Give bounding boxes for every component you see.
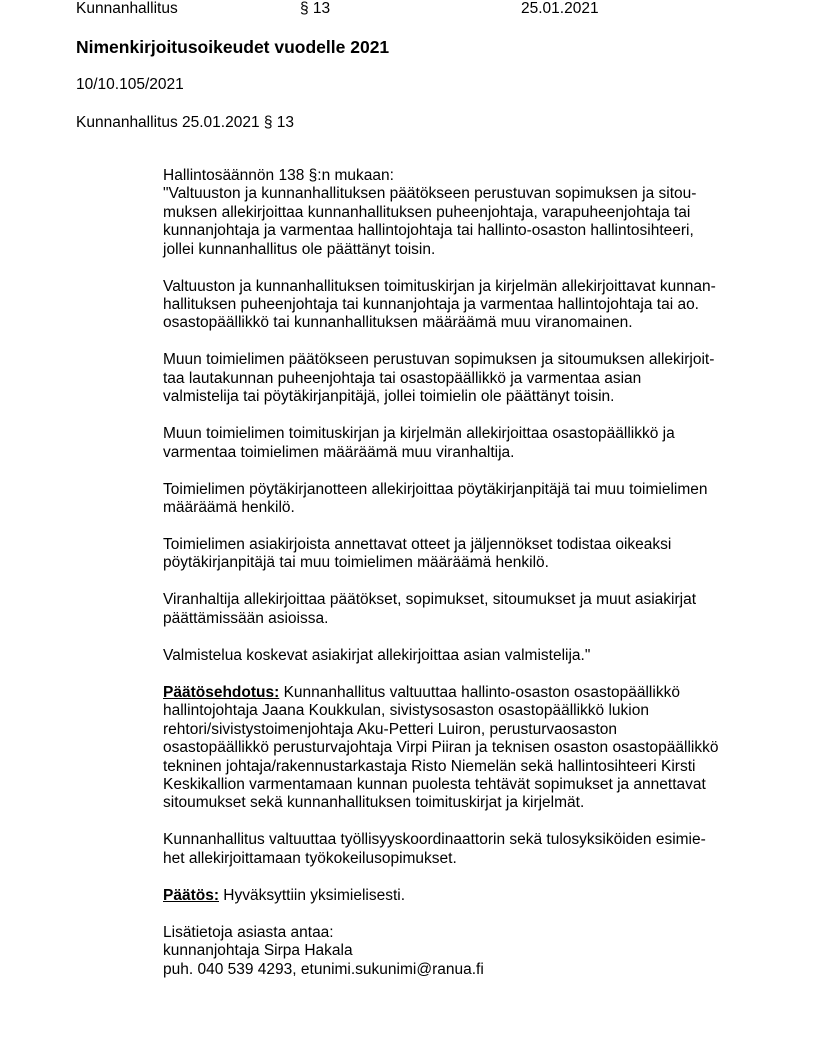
- section-label: Päätösehdotus:: [163, 683, 280, 701]
- header-body: Kunnanhallitus: [76, 0, 178, 17]
- text-line: jollei kunnanhallitus ole päättänyt toisin.: [163, 240, 436, 258]
- text-line: varmentaa toimielimen määräämä muu viranhaltija.: [163, 443, 515, 461]
- header-date: 25.01.2021: [521, 0, 599, 17]
- paragraph: [163, 425, 763, 462]
- text-line: määräämä henkilö.: [163, 499, 295, 517]
- paragraph: [163, 831, 763, 868]
- paragraph: [163, 481, 763, 518]
- text-line: Muun toimielimen toimituskirjan ja kirjelmän allekirjoittaa osastopäällikkö ja: [163, 425, 675, 443]
- paragraph: [163, 647, 763, 665]
- text-line: [163, 684, 763, 702]
- text-line: Kunnanhallitus valtuuttaa työllisyyskoordinaattorin sekä tulosyksiköiden esimie-: [163, 831, 706, 849]
- paragraph: [163, 887, 763, 905]
- text-line: kunnanjohtaja Sirpa Hakala: [163, 942, 353, 960]
- paragraph: [163, 536, 763, 573]
- text-line: Muun toimielimen päätökseen perustuvan sopimuksen ja sitoumuksen allekirjoit-: [163, 351, 715, 369]
- paragraph: [163, 278, 763, 333]
- text-line: hallintojohtaja Jaana Koukkulan, sivistysosaston osastopäällikkö lukion: [163, 702, 649, 720]
- paragraph: [163, 591, 763, 628]
- document-title: Nimenkirjoitusoikeudet vuodelle 2021: [76, 37, 390, 57]
- section-label: Päätös:: [163, 886, 219, 904]
- header-section: § 13: [300, 0, 331, 17]
- text-line: Keskikallion varmentamaan kunnan puolesta tehtävät sopimukset ja annettavat: [163, 775, 706, 793]
- text-line: "Valtuuston ja kunnanhallituksen päätökseen perustuvan sopimuksen ja sitou-: [163, 185, 697, 203]
- text-line: Toimielimen pöytäkirjanotteen allekirjoittaa pöytäkirjanpitäjä tai muu toimielimen: [163, 480, 708, 498]
- text-line: taa lautakunnan puheenjohtaja tai osastopäällikkö ja varmentaa asian: [163, 369, 642, 387]
- text-line: hallituksen puheenjohtaja tai kunnanjohtaja ja varmentaa hallintojohtaja tai ao.: [163, 296, 699, 314]
- paragraph: [163, 351, 763, 406]
- text-line: Viranhaltija allekirjoittaa päätökset, sopimukset, sitoumukset ja muut asiakirjat: [163, 591, 696, 609]
- record-number: 10/10.105/2021: [76, 76, 184, 93]
- text-line: Toimielimen asiakirjoista annettavat otteet ja jäljennökset todistaa oikeaksi: [163, 536, 672, 554]
- text-line: sitoumukset sekä kunnanhallituksen toimituskirjat ja kirjelmät.: [163, 794, 585, 812]
- text-line: puh. 040 539 4293, etunimi.sukunimi@ranua.fi: [163, 960, 484, 978]
- document-body: [163, 167, 763, 998]
- text-line: osastopäällikkö perusturvajohtaja Virpi Piiran ja teknisen osaston osastopäällikkö: [163, 739, 719, 757]
- text-line: tekninen johtaja/rakennustarkastaja Risto Niemelän sekä hallintosihteeri Kirsti: [163, 757, 696, 775]
- text-line: het allekirjoittamaan työkokeilusopimukset.: [163, 849, 457, 867]
- text-line: pöytäkirjanpitäjä tai muu toimielimen määräämä henkilö.: [163, 554, 549, 572]
- paragraph: [163, 684, 763, 813]
- text-line-content: Hyväksyttiin yksimielisesti.: [219, 886, 406, 904]
- paragraph: [163, 167, 763, 259]
- text-line: Valmistelua koskevat asiakirjat allekirjoittaa asian valmistelija.": [163, 646, 591, 664]
- text-line: Lisätietoja asiasta antaa:: [163, 923, 334, 941]
- text-line: osastopäällikkö tai kunnanhallituksen määräämä muu viranomainen.: [163, 314, 633, 332]
- paragraph: [163, 924, 763, 979]
- text-line: valmistelija tai pöytäkirjanpitäjä, jollei toimielin ole päättänyt toisin.: [163, 388, 615, 406]
- text-line: Valtuuston ja kunnanhallituksen toimituskirjan ja kirjelmän allekirjoittavat kunnan-: [163, 277, 716, 295]
- meeting-reference: Kunnanhallitus 25.01.2021 § 13: [76, 114, 295, 131]
- text-line: muksen allekirjoittaa kunnanhallituksen puheenjohtaja, varapuheenjohtaja tai: [163, 203, 691, 221]
- text-line-content: Kunnanhallitus valtuuttaa hallinto-osaston osastopäällikkö: [279, 683, 680, 701]
- text-line: rehtori/sivistystoimenjohtaja Aku-Petteri Luiron, perusturvaosaston: [163, 720, 618, 738]
- text-line: [163, 887, 763, 905]
- text-line: kunnanjohtaja ja varmentaa hallintojohtaja tai hallinto-osaston hallintosihteeri,: [163, 222, 694, 240]
- text-line: Hallintosäännön 138 §:n mukaan:: [163, 167, 394, 184]
- text-line: päättämissään asioissa.: [163, 609, 329, 627]
